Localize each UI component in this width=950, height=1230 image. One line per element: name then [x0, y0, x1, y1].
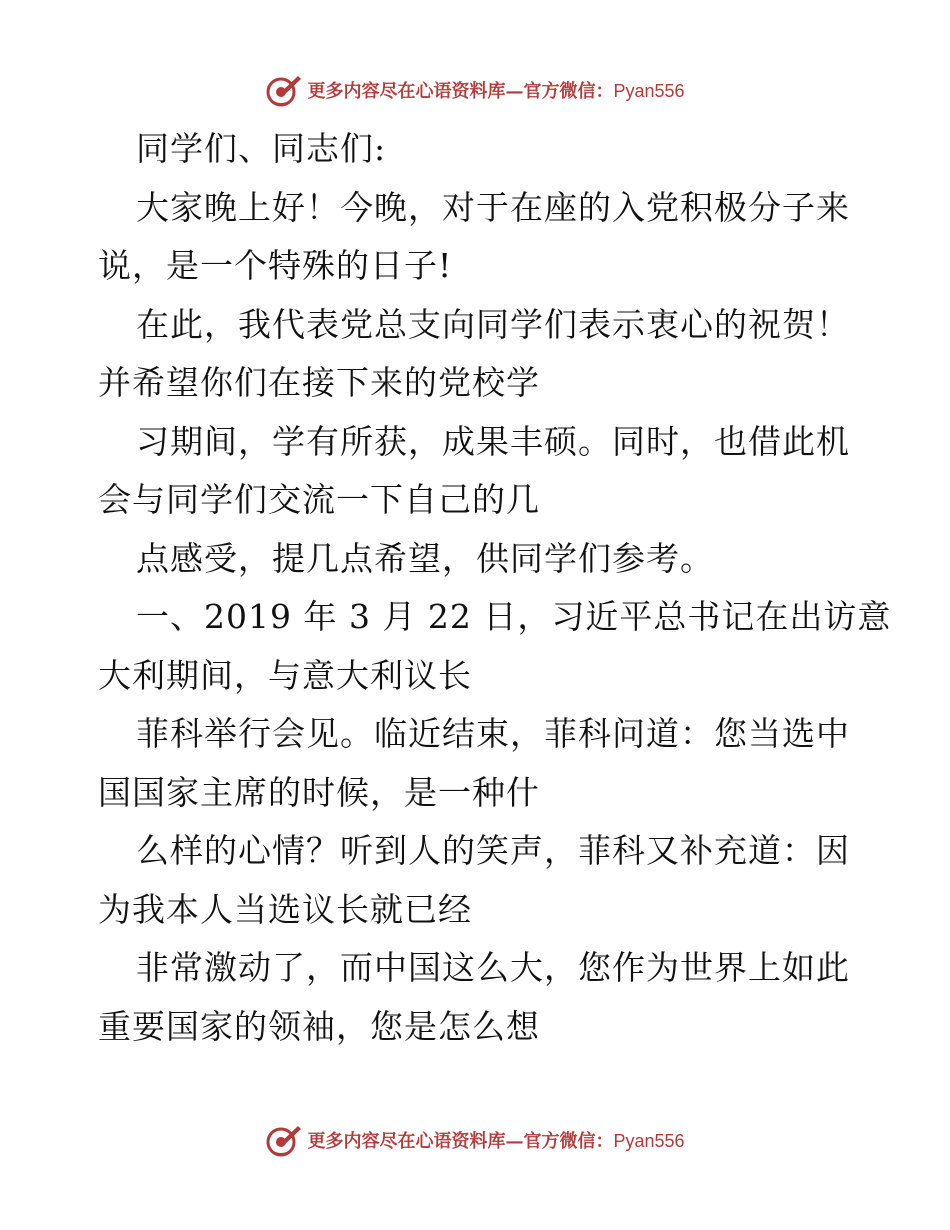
- banner-dash: —: [505, 1131, 524, 1152]
- text-line: 么样的心情？听到人的笑声，菲科又补充道：因: [136, 831, 850, 870]
- header-banner: [0, 70, 950, 110]
- text-line: 同学们、同志们:: [136, 129, 387, 168]
- banner-main-text: 更多内容尽在心语资料库: [307, 81, 506, 102]
- text-line: 并希望你们在接下来的党校学: [98, 363, 540, 402]
- text-line: 说，是一个特殊的日子!: [98, 246, 453, 285]
- banner-text: [307, 1127, 684, 1153]
- text-line: 会与同学们交流一下自己的几: [98, 480, 540, 519]
- text-line: 点感受，提几点希望，供同学们参考。: [136, 538, 714, 578]
- text-line: 大利期间，与意大利议长: [98, 655, 472, 695]
- text-line: 大家晚上好！今晚，对于在座的入党积极分子来: [136, 187, 850, 227]
- banner-sub-text: 官方微信：: [523, 81, 614, 102]
- text-line: 重要国家的领袖，您是怎么想: [98, 1006, 540, 1046]
- banner-wechat-id: Pyan556: [613, 81, 685, 101]
- banner-wechat-id: Pyan556: [613, 1131, 685, 1151]
- banner-main-text: 更多内容尽在心语资料库: [307, 1131, 506, 1152]
- document-body: [98, 120, 892, 1056]
- text-line: 国国家主席的时候，是一种什: [98, 772, 540, 812]
- text-line: 菲科举行会见。临近结束，菲科问道：您当选中: [136, 714, 850, 753]
- banner-sub-text: 官方微信：: [523, 1131, 614, 1152]
- footer-banner: [0, 1120, 950, 1160]
- text-line: 为我本人当选议长就已经: [98, 889, 472, 929]
- pen-logo-icon: [265, 1122, 303, 1158]
- pen-logo-icon: [265, 72, 303, 108]
- text-line: 习期间，学有所获，成果丰硕。同时，也借此机: [136, 421, 850, 461]
- banner-dash: —: [505, 81, 524, 102]
- text-line: 在此，我代表党总支向同学们表示衷心的祝贺！: [136, 304, 850, 344]
- banner-text: [307, 77, 684, 103]
- text-line: 一、2019 年 3 月 22 日，习近平总书记在出访意: [136, 597, 892, 636]
- text-line: 非常激动了，而中国这么大，您作为世界上如此: [136, 948, 850, 987]
